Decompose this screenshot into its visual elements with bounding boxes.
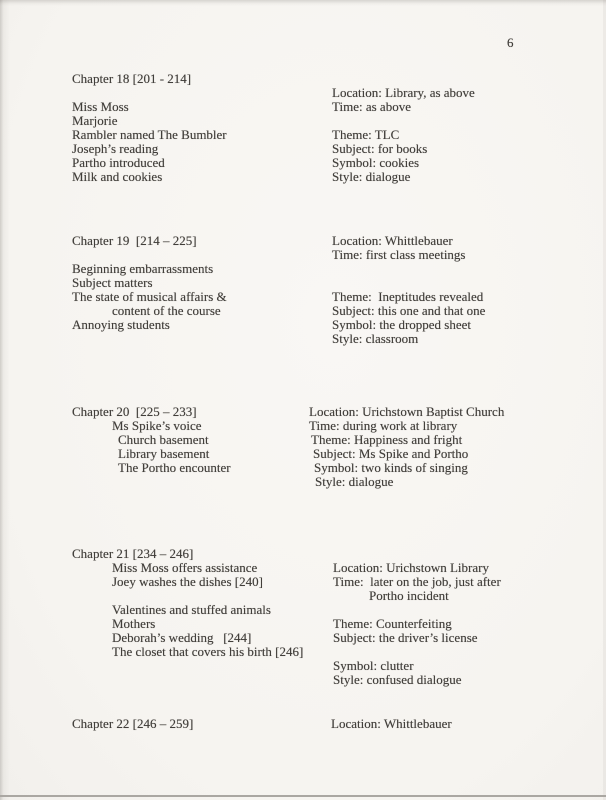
text-line xyxy=(0,248,606,262)
right-column-text: Location: Urichstown Baptist Church xyxy=(309,404,505,419)
left-column-text: content of the course xyxy=(112,303,221,318)
scan-edge-bottom xyxy=(0,795,606,797)
left-column-text: Church basement xyxy=(118,432,209,447)
left-column-text: Valentines and stuffed animals xyxy=(112,602,271,617)
left-column-text: Rambler named The Bumbler xyxy=(72,127,227,142)
text-line xyxy=(0,547,606,561)
text-line xyxy=(0,318,606,332)
left-column-text: Annoying students xyxy=(72,317,170,332)
text-line xyxy=(0,72,606,86)
text-line xyxy=(0,589,606,603)
right-column-text: Theme: Counterfeiting xyxy=(333,616,452,631)
right-column-text: Subject: this one and that one xyxy=(332,303,486,318)
text-line xyxy=(0,234,606,248)
left-column-text: Deborah’s wedding [244] xyxy=(112,630,252,645)
text-line xyxy=(0,603,606,617)
right-column-text: Subject: for books xyxy=(332,141,428,156)
text-line xyxy=(0,332,606,346)
text-line xyxy=(0,617,606,631)
text-line xyxy=(0,405,606,419)
text-line xyxy=(0,717,606,731)
section-chapter-18 xyxy=(0,72,606,184)
right-column-text: Location: Whittlebauer xyxy=(331,716,452,731)
section-chapter-22 xyxy=(0,717,606,731)
text-line xyxy=(0,447,606,461)
text-line xyxy=(0,262,606,276)
left-column-text: Chapter 19 [214 – 225] xyxy=(72,233,197,248)
right-column-text: Symbol: cookies xyxy=(332,155,420,170)
text-line xyxy=(0,304,606,318)
left-column-text: Subject matters xyxy=(72,275,153,290)
left-column-text: Chapter 18 [201 - 214] xyxy=(72,71,192,86)
text-line xyxy=(0,645,606,659)
right-column-text: Location: Urichstown Library xyxy=(333,560,489,575)
left-column-text: Ms Spike’s voice xyxy=(112,418,202,433)
text-line xyxy=(0,170,606,184)
text-line xyxy=(0,561,606,575)
section-chapter-21 xyxy=(0,547,606,687)
text-line xyxy=(0,86,606,100)
right-column-text: Style: confused dialogue xyxy=(333,672,462,687)
text-line xyxy=(0,128,606,142)
text-line xyxy=(0,475,606,489)
text-line xyxy=(0,290,606,304)
section-chapter-20 xyxy=(0,405,606,489)
left-column-text: Milk and cookies xyxy=(72,169,163,184)
right-column-text: Time: during work at library xyxy=(309,418,458,433)
right-column-text: Time: later on the job, just after xyxy=(333,574,501,589)
text-line xyxy=(0,575,606,589)
left-column-text: Chapter 20 [225 – 233] xyxy=(72,404,197,419)
right-column-text: Symbol: clutter xyxy=(333,658,414,673)
left-column-text: Miss Moss xyxy=(72,99,129,114)
left-column-text: Partho introduced xyxy=(72,155,165,170)
left-column-text: The closet that covers his birth [246] xyxy=(112,644,304,659)
right-column-text: Theme: Ineptitudes revealed xyxy=(332,289,484,304)
text-line xyxy=(0,276,606,290)
text-line xyxy=(0,142,606,156)
right-column-text: Portho incident xyxy=(369,588,449,603)
text-line xyxy=(0,673,606,687)
right-column-text: Style: dialogue xyxy=(332,169,411,184)
text-line xyxy=(0,114,606,128)
left-column-text: Miss Moss offers assistance xyxy=(112,560,258,575)
left-column-text: Beginning embarrassments xyxy=(72,261,214,276)
left-column-text: The Portho encounter xyxy=(118,460,231,475)
right-column-text: Style: dialogue xyxy=(315,474,394,489)
right-column-text: Subject: the driver’s license xyxy=(333,630,478,645)
right-column-text: Symbol: two kinds of singing xyxy=(314,460,468,475)
page-number: 6 xyxy=(507,35,514,50)
text-line xyxy=(0,659,606,673)
right-column-text: Time: first class meetings xyxy=(332,247,466,262)
left-column-text: Joey washes the dishes [240] xyxy=(112,574,263,589)
right-column-text: Subject: Ms Spike and Portho xyxy=(313,446,469,461)
left-column-text: Marjorie xyxy=(72,113,118,128)
text-line xyxy=(0,461,606,475)
text-line xyxy=(0,631,606,645)
right-column-text: Symbol: the dropped sheet xyxy=(332,317,472,332)
text-line xyxy=(0,433,606,447)
right-column-text: Theme: TLC xyxy=(332,127,400,142)
left-column-text: Chapter 22 [246 – 259] xyxy=(72,716,194,731)
right-column-text: Time: as above xyxy=(332,99,411,114)
text-line xyxy=(0,419,606,433)
left-column-text: Chapter 21 [234 – 246] xyxy=(72,546,194,561)
left-column-text: Mothers xyxy=(112,616,156,631)
section-chapter-19 xyxy=(0,234,606,346)
right-column-text: Location: Library, as above xyxy=(332,85,475,100)
left-column-text: Library basement xyxy=(118,446,210,461)
right-column-text: Theme: Happiness and fright xyxy=(311,432,463,447)
right-column-text: Style: classroom xyxy=(332,331,419,346)
scan-edge-top xyxy=(0,0,606,6)
right-column-text: Location: Whittlebauer xyxy=(332,233,453,248)
left-column-text: The state of musical affairs & xyxy=(72,289,227,304)
text-line xyxy=(0,156,606,170)
text-line xyxy=(0,100,606,114)
left-column-text: Joseph’s reading xyxy=(72,141,159,156)
